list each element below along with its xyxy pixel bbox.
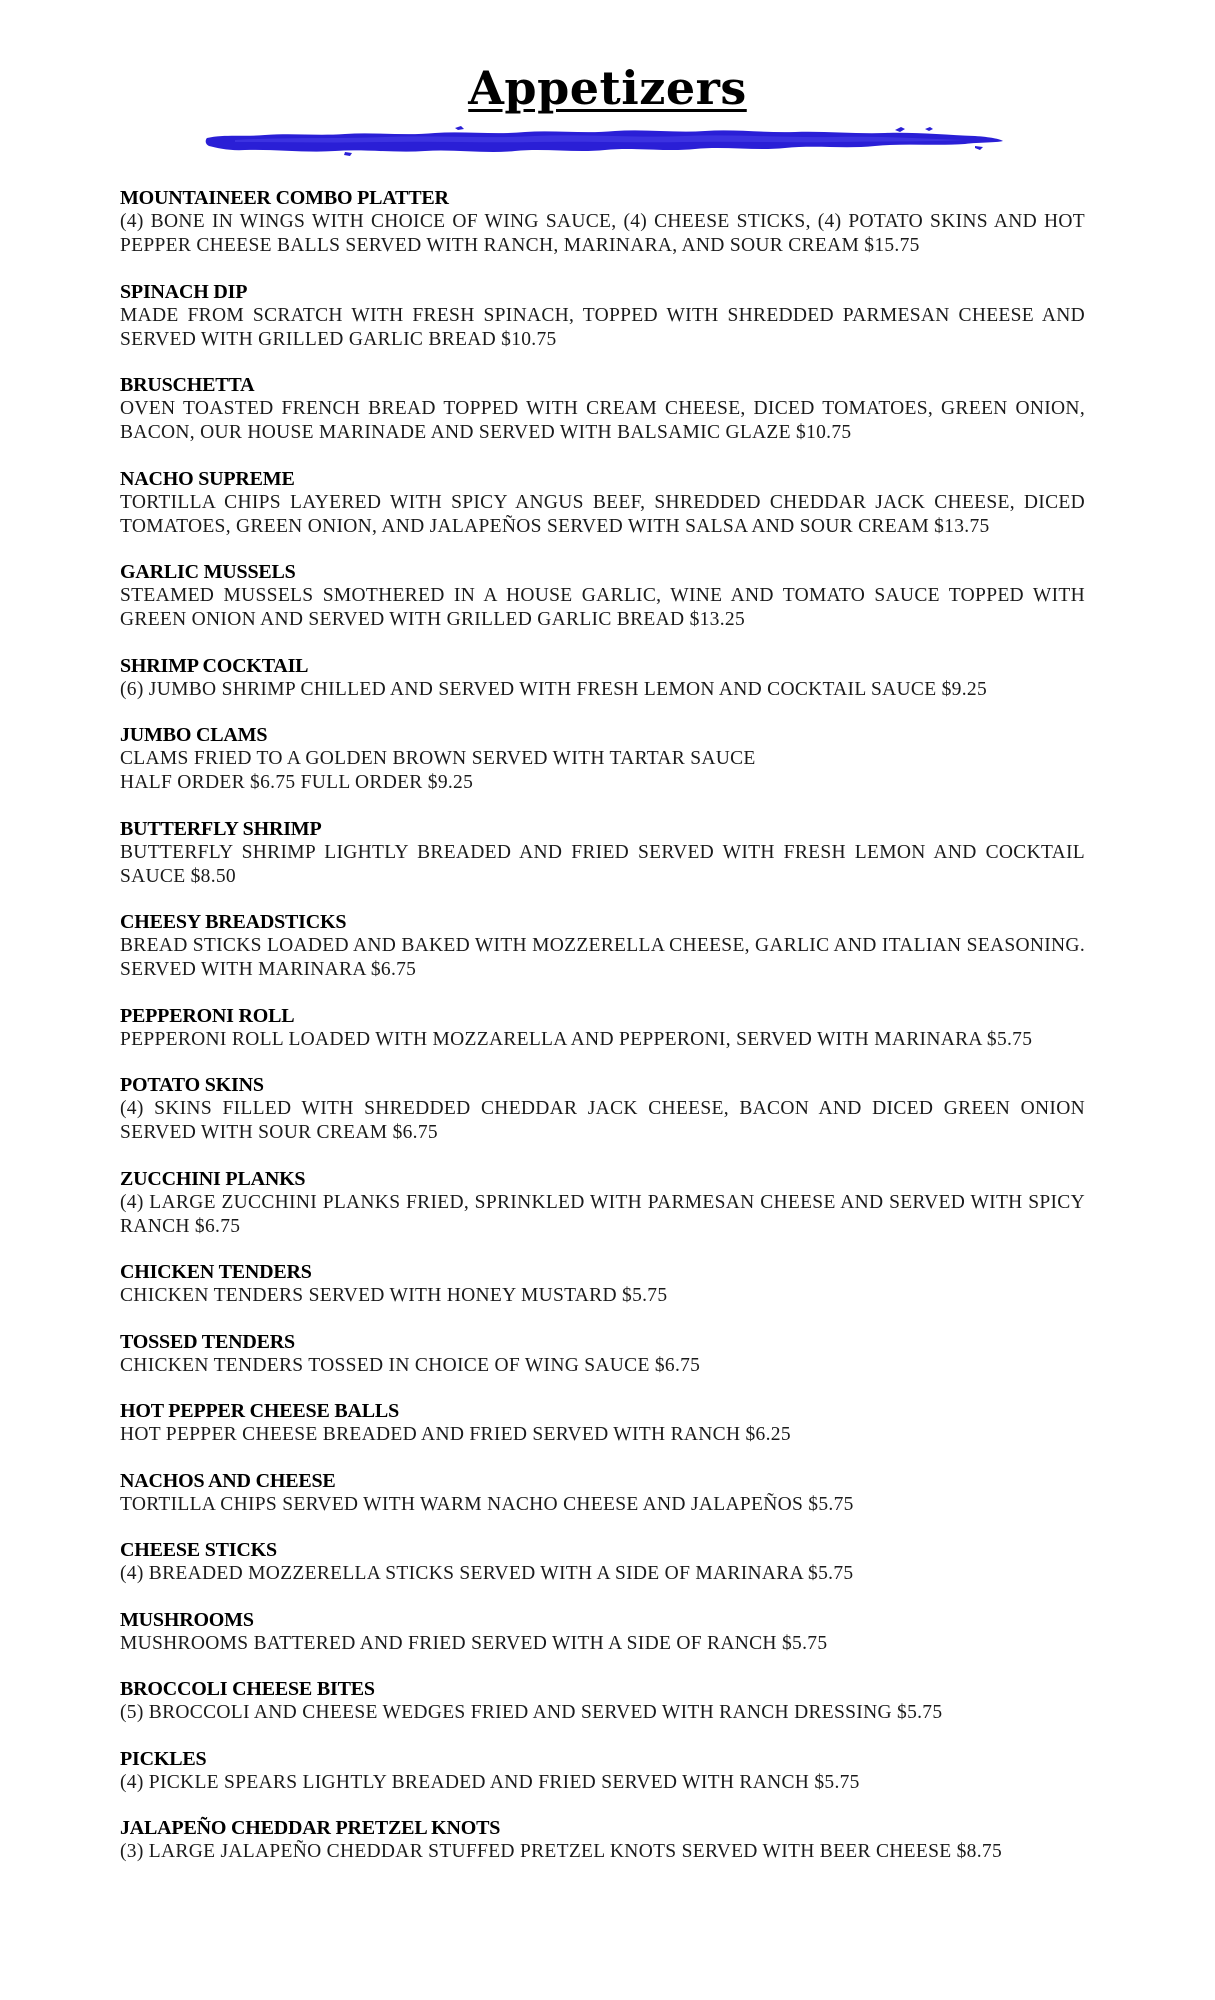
menu-item-description: (4) PICKLE SPEARS LIGHTLY BREADED AND FRIED SERVED WITH RANCH $5.75 — [120, 1771, 860, 1793]
menu-item-description: (4) BONE IN WINGS WITH CHOICE OF WING SAUCE, (4) CHEESE STICKS, (4) POTATO SKINS AND HOT PEPPER CHEESE BALLS SERVED WITH RANCH, MARINARA, AND SOUR CREAM $15.75 — [120, 211, 1085, 256]
menu-item-name: SHRIMP COCKTAIL — [120, 654, 309, 677]
menu-item-name: CHEESY BREADSTICKS — [120, 911, 347, 933]
menu-item — [120, 817, 1085, 889]
menu-item-description: (4) SKINS FILLED WITH SHREDDED CHEDDAR JACK CHEESE, BACON AND DICED GREEN ONION SERVED WITH SOUR CREAM $6.75 — [120, 1098, 1085, 1143]
menu-item — [120, 1399, 1085, 1447]
menu-item-description: (4) BREADED MOZZERELLA STICKS SERVED WITH A SIDE OF MARINARA $5.75 — [120, 1563, 854, 1584]
menu-item-description: MUSHROOMS BATTERED AND FRIED SERVED WITH A SIDE OF RANCH $5.75 — [120, 1632, 828, 1654]
menu-item-description: CLAMS FRIED TO A GOLDEN BROWN SERVED WITH TARTAR SAUCE HALF ORDER $6.75 FULL ORDER $9.25 — [120, 748, 756, 793]
menu-item — [120, 560, 1085, 632]
menu-item-name: ZUCCHINI PLANKS — [120, 1167, 306, 1190]
menu-item — [120, 1816, 1085, 1864]
menu-item-description: HOT PEPPER CHEESE BREADED AND FRIED SERVED WITH RANCH $6.25 — [120, 1424, 791, 1445]
menu-item — [120, 1167, 1085, 1239]
menu-item-description: (4) LARGE ZUCCHINI PLANKS FRIED, SPRINKLED WITH PARMESAN CHEESE AND SERVED WITH SPICY RANCH $6.75 — [120, 1191, 1085, 1237]
menu-item — [120, 1330, 1085, 1378]
menu-item-name: CHEESE STICKS — [120, 1539, 277, 1561]
menu-item — [120, 1538, 1085, 1586]
menu-item-description: (5) BROCCOLI AND CHEESE WEDGES FRIED AND SERVED WITH RANCH DRESSING $5.75 — [120, 1702, 943, 1723]
menu-item — [120, 1260, 1085, 1308]
menu-item-description: PEPPERONI ROLL LOADED WITH MOZZARELLA AND PEPPERONI, SERVED WITH MARINARA $5.75 — [120, 1028, 1033, 1050]
menu-item-name: TOSSED TENDERS — [120, 1330, 295, 1353]
menu-item — [120, 1469, 1085, 1517]
menu-item — [120, 1608, 1085, 1656]
menu-item-name: MOUNTAINEER COMBO PLATTER — [120, 187, 449, 209]
menu-item-name: BUTTERFLY SHRIMP — [120, 817, 322, 840]
menu-item-description: CHICKEN TENDERS TOSSED IN CHOICE OF WING SAUCE $6.75 — [120, 1354, 701, 1376]
menu-item — [120, 280, 1085, 352]
menu-item-description: (3) LARGE JALAPEÑO CHEDDAR STUFFED PRETZEL KNOTS SERVED WITH BEER CHEESE $8.75 — [120, 1841, 1002, 1862]
menu-item-description: MADE FROM SCRATCH WITH FRESH SPINACH, TOPPED WITH SHREDDED PARMESAN CHEESE AND SERVED WITH GRILLED GARLIC BREAD $10.75 — [120, 304, 1085, 350]
menu-item — [120, 467, 1085, 539]
menu-item-name: BROCCOLI CHEESE BITES — [120, 1678, 375, 1700]
menu-item-name: JUMBO CLAMS — [120, 724, 268, 746]
menu-item-name: NACHO SUPREME — [120, 467, 295, 490]
appetizer-list — [120, 186, 1085, 1886]
menu-item-name: GARLIC MUSSELS — [120, 561, 296, 583]
menu-item — [120, 1747, 1085, 1795]
menu-item-description: TORTILLA CHIPS SERVED WITH WARM NACHO CHEESE AND JALAPEÑOS $5.75 — [120, 1493, 854, 1515]
menu-item — [120, 373, 1085, 445]
menu-item-name: JALAPEÑO CHEDDAR PRETZEL KNOTS — [120, 1817, 501, 1839]
menu-item — [120, 186, 1085, 258]
menu-item — [120, 1677, 1085, 1725]
menu-item-description: CHICKEN TENDERS SERVED WITH HONEY MUSTARD $5.75 — [120, 1285, 668, 1306]
menu-item-name: HOT PEPPER CHEESE BALLS — [120, 1400, 399, 1422]
menu-item-name: POTATO SKINS — [120, 1074, 264, 1096]
brush-stroke-divider — [205, 124, 1005, 156]
menu-item-description: BUTTERFLY SHRIMP LIGHTLY BREADED AND FRIED SERVED WITH FRESH LEMON AND COCKTAIL SAUCE $8.50 — [120, 841, 1085, 887]
menu-item-description: (6) JUMBO SHRIMP CHILLED AND SERVED WITH FRESH LEMON AND COCKTAIL SAUCE $9.25 — [120, 678, 987, 700]
menu-item-description: OVEN TOASTED FRENCH BREAD TOPPED WITH CREAM CHEESE, DICED TOMATOES, GREEN ONION, BACON, OUR HOUSE MARINADE AND SERVED WITH BALSAMIC GLAZE $10.75 — [120, 398, 1085, 443]
menu-item-name: MUSHROOMS — [120, 1608, 254, 1631]
page-title: Appetizers — [468, 61, 747, 115]
menu-item — [120, 1004, 1085, 1052]
menu-item-description: STEAMED MUSSELS SMOTHERED IN A HOUSE GARLIC, WINE AND TOMATO SAUCE TOPPED WITH GREEN ONION AND SERVED WITH GRILLED GARLIC BREAD $13.25 — [120, 585, 1085, 630]
menu-item-description: BREAD STICKS LOADED AND BAKED WITH MOZZERELLA CHEESE, GARLIC AND ITALIAN SEASONING. SERVED WITH MARINARA $6.75 — [120, 935, 1085, 980]
menu-item — [120, 654, 1085, 702]
menu-item-name: CHICKEN TENDERS — [120, 1261, 312, 1283]
menu-item-name: PEPPERONI ROLL — [120, 1004, 295, 1027]
menu-item-name: BRUSCHETTA — [120, 374, 255, 396]
menu-item-name: PICKLES — [120, 1747, 207, 1770]
menu-item-name: NACHOS AND CHEESE — [120, 1469, 336, 1492]
menu-item — [120, 1073, 1085, 1145]
menu-item — [120, 910, 1085, 982]
menu-item — [120, 723, 1085, 795]
menu-item-description: TORTILLA CHIPS LAYERED WITH SPICY ANGUS BEEF, SHREDDED CHEDDAR JACK CHEESE, DICED TOMATOES, GREEN ONION, AND JALAPEÑOS SERVED WITH SALSA AND SOUR CREAM $13.75 — [120, 491, 1085, 537]
menu-item-name: SPINACH DIP — [120, 280, 248, 303]
